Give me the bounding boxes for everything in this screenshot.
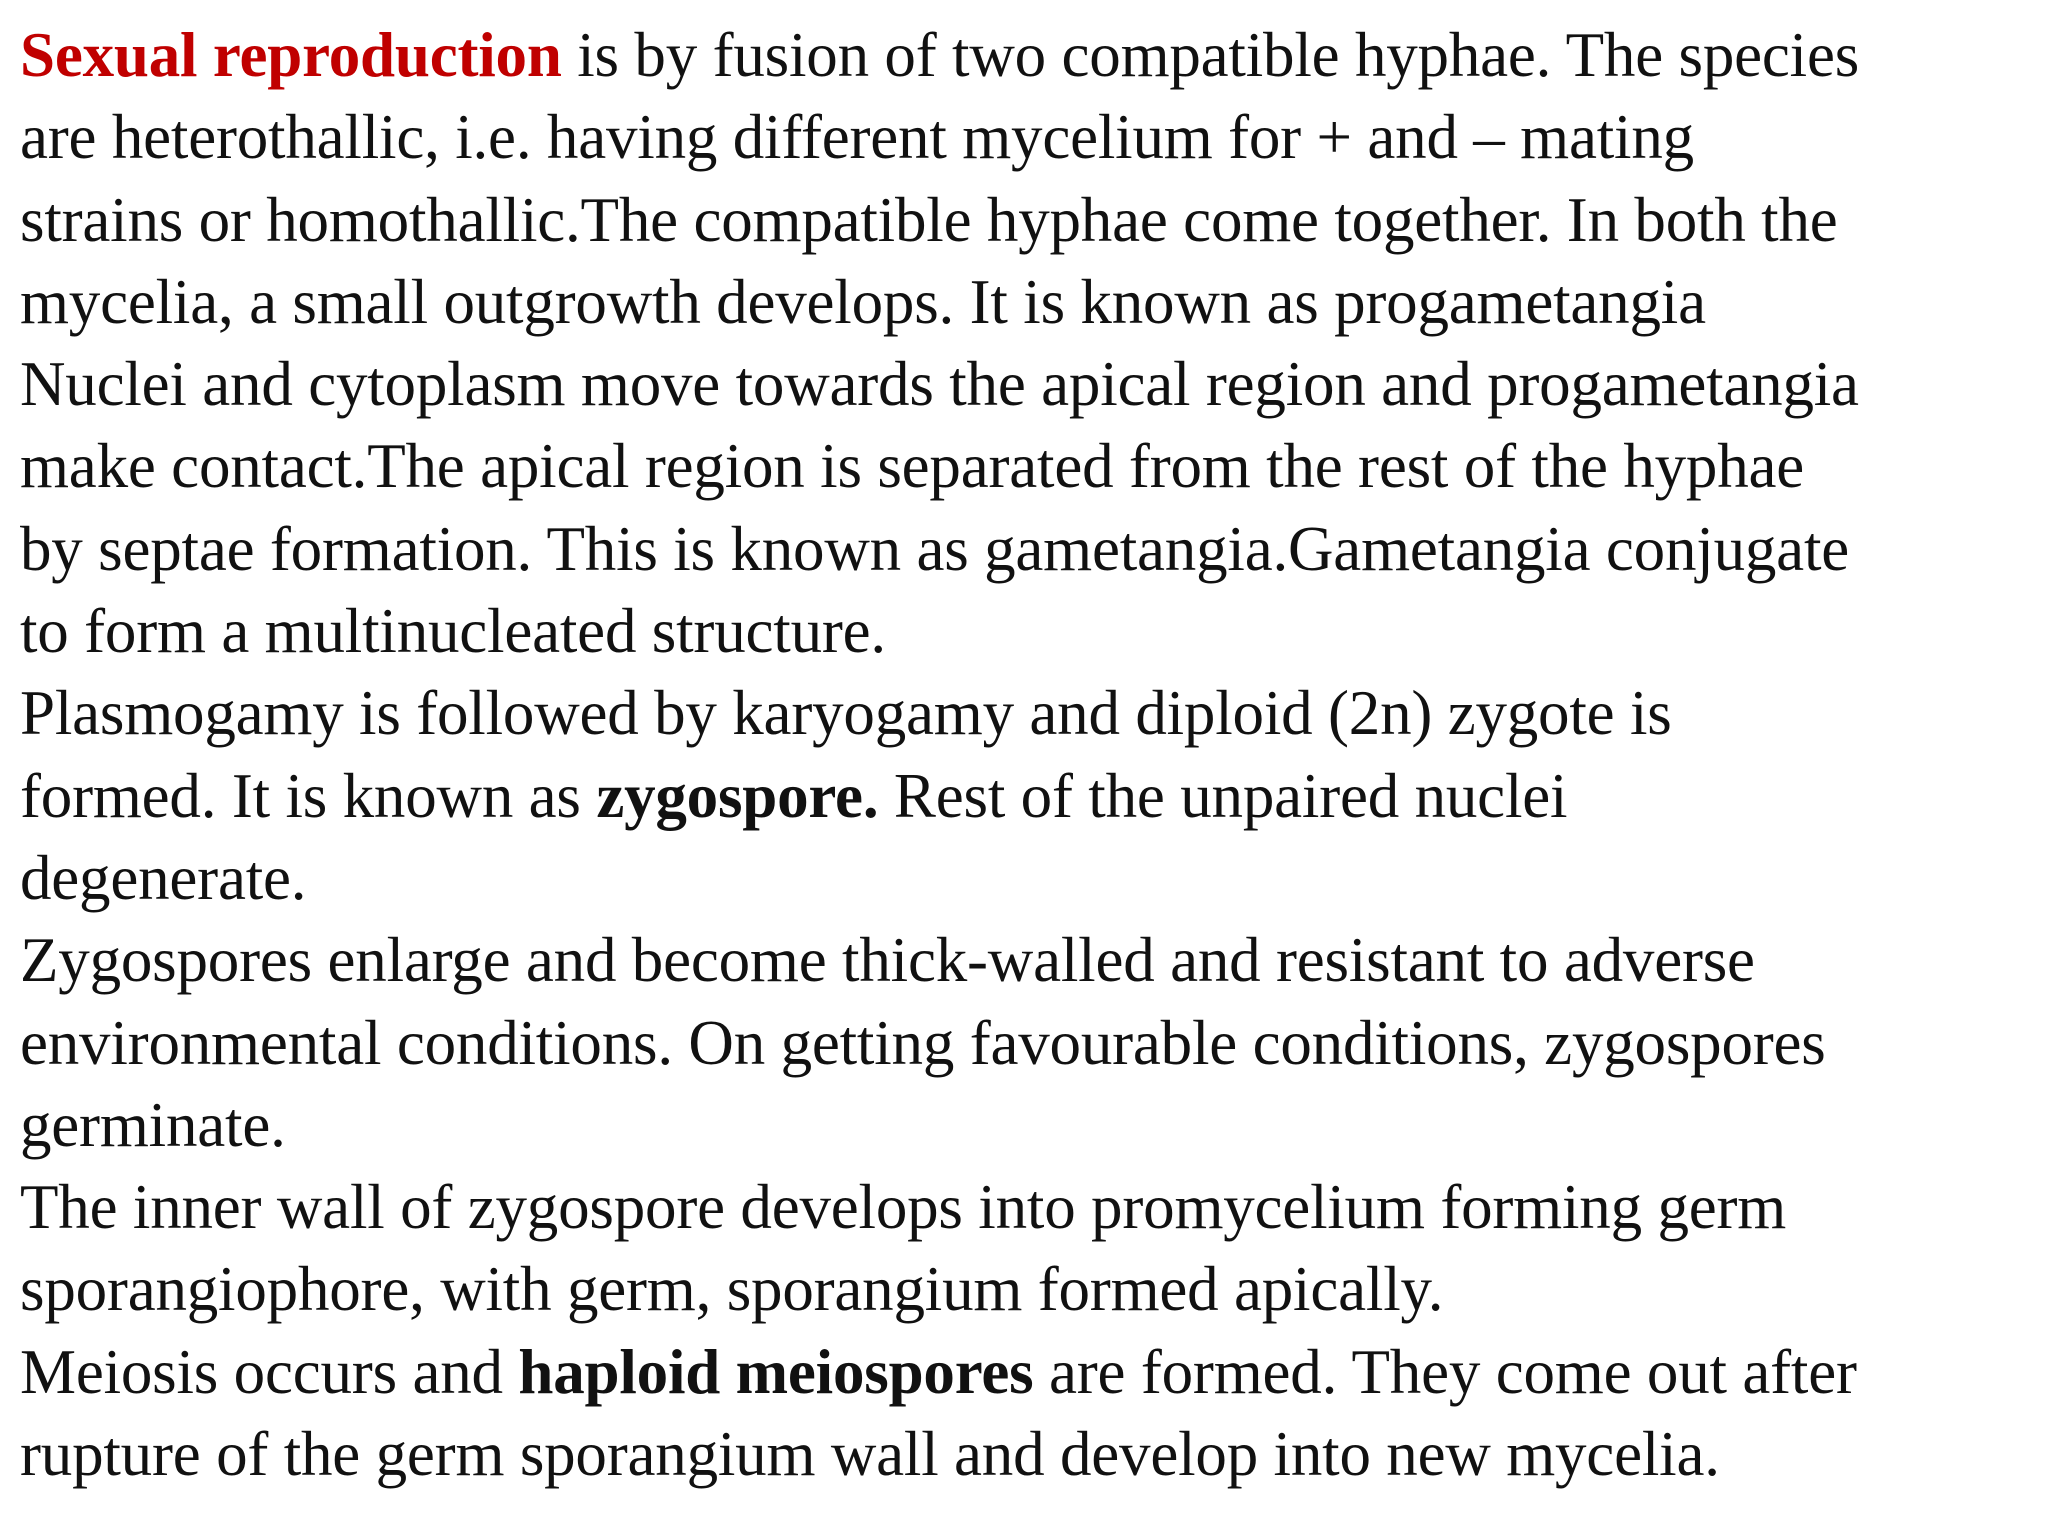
paragraph-1-line-4: mycelia, a small outgrowth develops. It is known as progametangia	[20, 266, 1706, 337]
paragraph-2-line-2-post: Rest of the unpaired nuclei	[878, 760, 1568, 831]
paragraph-1-line-3: strains or homothallic.The compatible hyphae come together. In both the	[20, 184, 1838, 255]
haploid-meiospores-term: haploid meiospores	[518, 1336, 1034, 1407]
paragraph-1-line-1	[20, 14, 2040, 96]
paragraph-3-line-3: germinate.	[20, 1089, 286, 1160]
paragraph-1-line-8: to form a multinucleated structure.	[20, 596, 886, 667]
paragraph-5-line-1-post: are formed. They come out after	[1033, 1336, 1857, 1407]
paragraph-5-line-1	[20, 1331, 2040, 1413]
paragraph-1-line-6: make contact.The apical region is separated from the rest of the hyphae	[20, 431, 1805, 502]
zygospore-term: zygospore.	[596, 760, 879, 831]
paragraph-4-line-2: sporangiophore, with germ, sporangium formed apically.	[20, 1254, 1444, 1325]
paragraph-3-line-1: Zygospores enlarge and become thick-walled and resistant to adverse	[20, 925, 1755, 996]
paragraph-2-line-2	[20, 755, 2040, 837]
body-text	[20, 14, 2040, 1495]
paragraph-1-line-7: by septae formation. This is known as gametangia.Gametangia conjugate	[20, 513, 1850, 584]
paragraph-1-line-2: are heterothallic, i.e. having different mycelium for + and – mating	[20, 102, 1694, 173]
paragraph-5-line-2: rupture of the germ sporangium wall and develop into new mycelia.	[20, 1419, 1720, 1490]
paragraph-2-line-1: Plasmogamy is followed by karyogamy and diploid (2n) zygote is	[20, 678, 1672, 749]
paragraph-2-line-2-pre: formed. It is known as	[20, 760, 597, 831]
paragraph-2-line-3: degenerate.	[20, 842, 307, 913]
paragraph-5-line-1-pre: Meiosis occurs and	[20, 1336, 519, 1407]
paragraph-1-line-1-text: is by fusion of two compatible hyphae. The species	[561, 20, 1860, 90]
paragraph-3-line-2: environmental conditions. On getting favourable conditions, zygospores	[20, 1007, 1826, 1078]
paragraph-4-line-1: The inner wall of zygospore develops into promycelium forming germ	[20, 1172, 1787, 1243]
paragraph-1-line-5: Nuclei and cytoplasm move towards the apical region and progametangia	[20, 349, 1859, 420]
sexual-reproduction-term: Sexual reproduction	[20, 20, 562, 90]
